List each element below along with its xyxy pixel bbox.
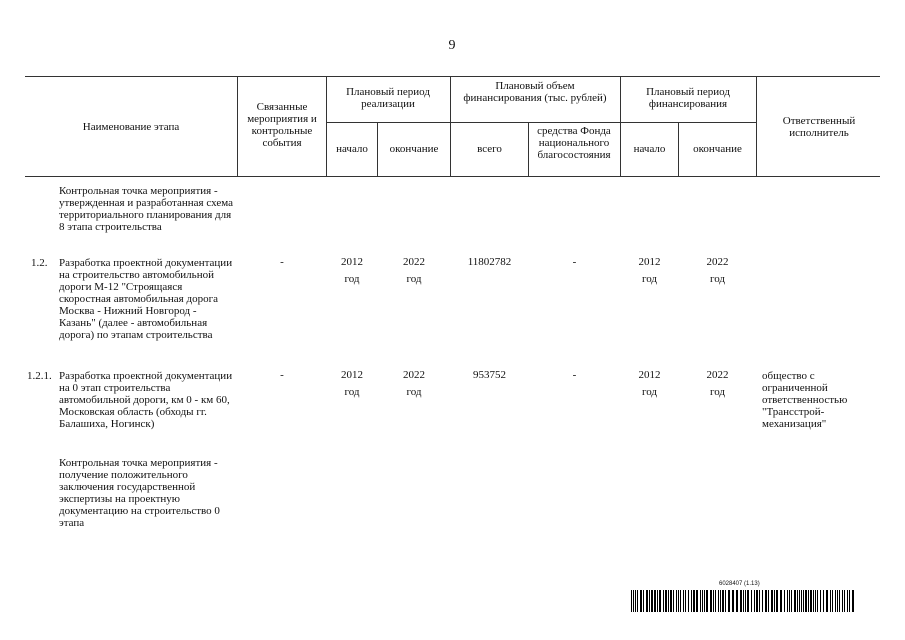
barcode-caption: 6028407 (1.13)	[719, 581, 760, 587]
header-bottom-border	[25, 176, 880, 177]
control-point-text: Контрольная точка мероприятия - получение положительного заключения государственной экспертизы на проектную документацию на строительство 0 этапа	[59, 457, 220, 529]
page-number: 9	[448, 38, 456, 53]
impl-start-year: 2012	[341, 369, 363, 381]
header-responsible: Ответственный исполнитель	[782, 115, 856, 139]
fin-start-year: 2012	[638, 256, 661, 268]
impl-start-year: 2012	[341, 256, 363, 268]
impl-start-unit: год	[344, 273, 360, 285]
related-events-value: -	[280, 369, 284, 381]
col-divider	[620, 76, 621, 176]
fin-start-year: 2012	[638, 369, 661, 381]
fin-end-unit: год	[709, 386, 726, 398]
barcode	[631, 590, 857, 612]
header-stage-name: Наименование этапа	[82, 121, 180, 133]
impl-end-unit: год	[406, 273, 422, 285]
stage-name-text: Разработка проектной документации на 0 этап строительства автомобильной дороги, км 0 - км 60, Московская область (обходы гг. Балашиха, Ногинск)	[59, 370, 233, 430]
row-number: 1.2.1.	[27, 370, 52, 382]
fin-start-unit: год	[641, 386, 658, 398]
control-point-text: Контрольная точка мероприятия - утвержденная и разработанная схема территориального планирования для 8 этапа строительства	[59, 185, 233, 233]
row-number: 1.2.	[31, 257, 48, 269]
wealth-fund-value: -	[572, 256, 577, 268]
subheader-impl-start: начало	[336, 143, 368, 155]
col-divider	[326, 76, 327, 176]
impl-start-unit: год	[344, 386, 360, 398]
subheader-impl-end: окончание	[389, 143, 439, 155]
col-divider	[528, 122, 529, 176]
related-events-value: -	[280, 256, 284, 268]
fin-start-unit: год	[641, 273, 658, 285]
subheader-rule-volume	[450, 122, 620, 123]
col-divider	[756, 76, 757, 176]
stage-name-text: Разработка проектной документации на строительство автомобильной дороги М-12 "Строящаяся скоростная автомобильная дорога Москва - Нижний Новгород - Казань" (далее - автомобильная дорога) по этапам строительства	[59, 257, 233, 341]
subheader-rule-fin	[620, 122, 756, 123]
header-implementation-period: Плановый период реализации	[346, 86, 430, 110]
financing-total: 11802782	[467, 256, 512, 268]
subheader-fin-start: начало	[633, 143, 666, 155]
responsible-executor: общество с ограниченной ответственностью "Трансстрой-механизация"	[762, 370, 848, 430]
impl-end-unit: год	[406, 386, 422, 398]
col-divider	[450, 76, 451, 176]
subheader-fin-end: окончание	[693, 143, 742, 155]
subheader-rule-impl	[326, 122, 450, 123]
subheader-wealth-fund: средства Фонда национального благосостояния	[537, 125, 611, 161]
wealth-fund-value: -	[572, 369, 577, 381]
fin-end-unit: год	[709, 273, 726, 285]
header-related-events: Связанные мероприятия и контрольные события	[247, 101, 317, 149]
col-divider	[237, 76, 238, 176]
header-financing-period: Плановый период финансирования	[646, 86, 730, 110]
fin-end-year: 2022	[706, 256, 729, 268]
table-top-border	[25, 76, 880, 77]
fin-end-year: 2022	[706, 369, 729, 381]
financing-total: 953752	[473, 369, 506, 381]
subheader-total: всего	[477, 143, 502, 155]
impl-end-year: 2022	[403, 256, 425, 268]
header-financing-volume: Плановый объем финансирования (тыс. рублей)	[463, 80, 607, 104]
impl-end-year: 2022	[403, 369, 425, 381]
